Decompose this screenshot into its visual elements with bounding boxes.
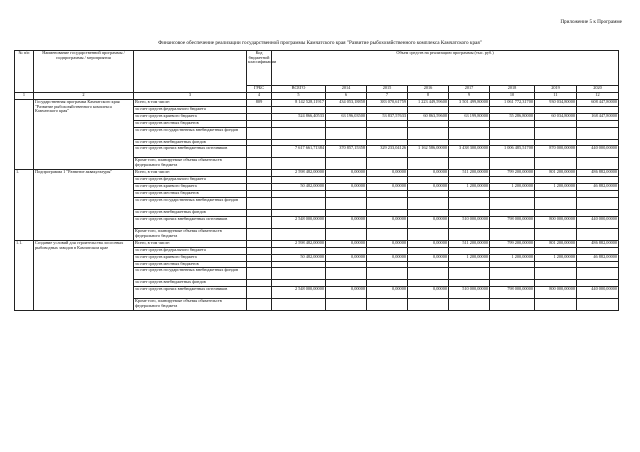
funding-source: за счет средств краевого бюджета	[134, 184, 247, 191]
year-value-cell	[490, 127, 535, 139]
year-value-cell: 440 000,00000	[577, 216, 619, 228]
grbs-cell	[247, 254, 272, 261]
funding-source: Всего, в том числе:	[134, 100, 247, 107]
total-cell: 524 866,40533	[272, 113, 326, 120]
funding-source: за счет средств прочих внебюджетных источников	[134, 216, 247, 228]
total-cell	[272, 299, 326, 311]
year-value-cell: 46 882,00000	[577, 184, 619, 191]
year-value-cell	[367, 198, 408, 210]
total-cell: 2 598 482,00000	[272, 240, 326, 247]
grbs-cell	[247, 177, 272, 184]
grbs-cell	[247, 261, 272, 268]
funding-source: за счет средств государственных внебюджетных фондов	[134, 127, 247, 139]
grbs-cell	[247, 139, 272, 146]
year-value-cell: 798 000,00000	[490, 216, 535, 228]
header-year: 2017	[449, 86, 490, 93]
year-value-cell	[326, 228, 367, 240]
year-value-cell	[367, 191, 408, 198]
year-value-cell	[577, 158, 619, 170]
section-number: 1.1.	[15, 240, 34, 310]
year-value-cell: 510 000,00000	[449, 287, 490, 299]
year-value-cell: 0,00000	[326, 170, 367, 177]
year-value-cell: 0,00000	[326, 287, 367, 299]
year-value-cell: 46 882,00000	[577, 254, 619, 261]
year-value-cell: 1 200,00000	[490, 254, 535, 261]
year-value-cell: 3 438 300,00000	[449, 146, 490, 158]
section-name: Подпрограмма 1 "Развитие аквакультуры"	[34, 170, 134, 240]
column-index-cell: 10	[490, 93, 535, 100]
year-value-cell: 1 006 485,51700	[490, 146, 535, 158]
year-value-cell	[490, 228, 535, 240]
total-cell: 2 548 000,00000	[272, 216, 326, 228]
year-value-cell	[408, 228, 449, 240]
header-total: ВСЕГО	[272, 86, 326, 93]
year-value-cell: 168 447,80000	[577, 113, 619, 120]
funding-source: за счет средств прочих внебюджетных источников	[134, 287, 247, 299]
appendix-label: Приложение 5 к Программе	[560, 19, 622, 25]
year-value-cell	[490, 198, 535, 210]
year-value-cell: 434 053,18858	[326, 100, 367, 107]
column-index-cell: 11	[535, 93, 577, 100]
year-value-cell: 1 223 449,59600	[408, 100, 449, 107]
funding-source: за счет средств внебюджетных фондов	[134, 280, 247, 287]
year-value-cell: 55 286,80000	[490, 113, 535, 120]
grbs-cell	[247, 170, 272, 177]
year-value-cell	[367, 268, 408, 280]
year-value-cell: 63 196,03500	[326, 113, 367, 120]
year-value-cell	[577, 127, 619, 139]
header-year: 2016	[408, 86, 449, 93]
table-row	[15, 170, 619, 177]
year-value-cell	[577, 120, 619, 127]
funding-source: за счет средств местных бюджетов	[134, 120, 247, 127]
year-value-cell	[367, 120, 408, 127]
year-value-cell	[577, 228, 619, 240]
grbs-cell	[247, 268, 272, 280]
year-value-cell: 3 501 499,80000	[449, 100, 490, 107]
year-value-cell	[367, 228, 408, 240]
header-year: 2014	[326, 86, 367, 93]
section-number: 1.	[15, 170, 34, 240]
year-value-cell	[577, 191, 619, 198]
year-value-cell: 0,00000	[367, 287, 408, 299]
funding-source: Кроме того, планируемые объемы обязательств федерального бюджета	[134, 158, 247, 170]
year-value-cell	[449, 198, 490, 210]
grbs-cell	[247, 280, 272, 287]
grbs-cell	[247, 113, 272, 120]
year-value-cell	[326, 191, 367, 198]
year-value-cell: 510 000,00000	[449, 216, 490, 228]
year-value-cell: 801 200,00000	[535, 170, 577, 177]
header-year: 2020	[577, 86, 619, 93]
grbs-cell	[247, 299, 272, 311]
year-value-cell: 486 882,00000	[577, 170, 619, 177]
header-year: 2019	[535, 86, 577, 93]
year-value-cell	[449, 127, 490, 139]
header-year: 2018	[490, 86, 535, 93]
funding-source: за счет средств местных бюджетов	[134, 261, 247, 268]
grbs-cell: 809	[247, 100, 272, 107]
year-value-cell	[535, 299, 577, 311]
year-value-cell: 63 199,80000	[449, 113, 490, 120]
year-value-cell: 870 000,00000	[535, 146, 577, 158]
year-value-cell	[326, 127, 367, 139]
year-value-cell: 440 000,00000	[577, 287, 619, 299]
year-value-cell	[408, 127, 449, 139]
total-cell: 50 482,00000	[272, 254, 326, 261]
header-volume: Объем средств на реализацию программы (тыс. руб.)	[272, 51, 619, 86]
year-value-cell	[449, 299, 490, 311]
year-value-cell	[490, 120, 535, 127]
funding-source: за счет средств внебюджетных фондов	[134, 139, 247, 146]
year-value-cell: 0,00000	[367, 254, 408, 261]
year-value-cell	[535, 268, 577, 280]
year-value-cell	[408, 261, 449, 268]
year-value-cell: 0,00000	[367, 170, 408, 177]
year-value-cell: 798 000,00000	[490, 287, 535, 299]
grbs-cell	[247, 240, 272, 247]
year-value-cell: 486 882,00000	[577, 240, 619, 247]
year-value-cell: 329 233,04126	[367, 146, 408, 158]
year-value-cell: 0,00000	[326, 184, 367, 191]
funding-source: за счет средств федерального бюджета	[134, 247, 247, 254]
total-cell	[272, 127, 326, 139]
column-index-cell: 12	[577, 93, 619, 100]
funding-source: за счет средств федерального бюджета	[134, 106, 247, 113]
total-cell: 2 548 000,00000	[272, 287, 326, 299]
header-num: № п/п	[15, 51, 34, 93]
year-value-cell	[490, 158, 535, 170]
year-value-cell	[449, 158, 490, 170]
year-value-cell	[535, 228, 577, 240]
grbs-cell	[247, 127, 272, 139]
year-value-cell: 370 857,15358	[326, 146, 367, 158]
year-value-cell	[535, 158, 577, 170]
year-value-cell: 383 070,61759	[367, 100, 408, 107]
year-value-cell	[449, 228, 490, 240]
year-value-cell	[577, 261, 619, 268]
header-empty	[134, 51, 247, 93]
total-cell	[272, 191, 326, 198]
grbs-cell	[247, 120, 272, 127]
year-value-cell: 53 837,57633	[367, 113, 408, 120]
year-value-cell	[408, 299, 449, 311]
year-value-cell: 801 200,00000	[535, 240, 577, 247]
year-value-cell: 511 200,00000	[449, 170, 490, 177]
year-value-cell	[367, 158, 408, 170]
funding-source: Всего, в том числе:	[134, 240, 247, 247]
year-value-cell	[490, 299, 535, 311]
year-value-cell	[326, 120, 367, 127]
section-name: Государственная программа Камчатского края "Развитие рыбохозяйственного комплекса Камчатского края"	[34, 100, 134, 170]
year-value-cell: 799 200,00000	[490, 170, 535, 177]
table-row	[15, 240, 619, 247]
header-grbs: ГРБС	[247, 86, 272, 93]
funding-source: за счет средств краевого бюджета	[134, 113, 247, 120]
year-value-cell: 0,00000	[326, 254, 367, 261]
year-value-cell: 1 200,00000	[490, 184, 535, 191]
funding-source: Всего, в том числе:	[134, 170, 247, 177]
year-value-cell	[408, 120, 449, 127]
grbs-cell	[247, 247, 272, 254]
year-value-cell	[490, 261, 535, 268]
year-value-cell: 511 200,00000	[449, 240, 490, 247]
column-index-cell: 3	[134, 93, 247, 100]
year-value-cell: 1 200,00000	[449, 254, 490, 261]
funding-source: за счет средств государственных внебюджетных фондов	[134, 198, 247, 210]
grbs-cell	[247, 106, 272, 113]
year-value-cell: 0,00000	[408, 240, 449, 247]
year-value-cell: 0,00000	[326, 216, 367, 228]
grbs-cell	[247, 216, 272, 228]
year-value-cell	[449, 191, 490, 198]
year-value-cell	[449, 120, 490, 127]
year-value-cell	[408, 268, 449, 280]
year-value-cell: 1 061 772,31700	[490, 100, 535, 107]
year-value-cell: 0,00000	[408, 184, 449, 191]
year-value-cell	[326, 268, 367, 280]
year-value-cell: 60 034,80000	[535, 113, 577, 120]
year-value-cell: 440 000,00000	[577, 146, 619, 158]
grbs-cell	[247, 146, 272, 158]
total-cell: 50 482,00000	[272, 184, 326, 191]
year-value-cell	[577, 299, 619, 311]
document-title: Финансовое обеспечение реализации государственной программы Камчатского края "Развитие рыбохозяйственного комплекса Камчатского края"	[158, 40, 482, 46]
year-value-cell: 0,00000	[367, 184, 408, 191]
year-value-cell	[326, 299, 367, 311]
year-value-cell: 800 000,00000	[535, 216, 577, 228]
funding-source: Кроме того, планируемые объемы обязательств федерального бюджета	[134, 228, 247, 240]
header-name: Наименование государственной программы / подпрограммы / мероприятия	[34, 51, 134, 93]
table-row	[15, 100, 619, 107]
grbs-cell	[247, 198, 272, 210]
year-value-cell	[577, 268, 619, 280]
funding-source: Кроме того, планируемые объемы обязательств федерального бюджета	[134, 299, 247, 311]
year-value-cell	[535, 120, 577, 127]
funding-source: за счет средств местных бюджетов	[134, 191, 247, 198]
total-cell	[272, 158, 326, 170]
year-value-cell	[535, 127, 577, 139]
header-year: 2015	[367, 86, 408, 93]
total-cell	[272, 261, 326, 268]
year-value-cell: 60 863,59600	[408, 113, 449, 120]
year-value-cell: 0,00000	[408, 287, 449, 299]
year-value-cell: 1 200,00000	[535, 254, 577, 261]
year-value-cell	[408, 191, 449, 198]
funding-source: за счет средств федерального бюджета	[134, 177, 247, 184]
total-cell	[272, 228, 326, 240]
year-value-cell	[367, 127, 408, 139]
year-value-cell	[408, 198, 449, 210]
year-value-cell: 800 000,00000	[535, 287, 577, 299]
year-value-cell	[577, 198, 619, 210]
grbs-cell	[247, 191, 272, 198]
year-value-cell	[449, 268, 490, 280]
column-index-cell: 2	[34, 93, 134, 100]
year-value-cell: 608 447,80000	[577, 100, 619, 107]
year-value-cell	[535, 261, 577, 268]
year-value-cell: 0,00000	[367, 240, 408, 247]
total-cell: 2 598 482,00000	[272, 170, 326, 177]
total-cell	[272, 120, 326, 127]
grbs-cell	[247, 184, 272, 191]
year-value-cell: 1 162 586,00000	[408, 146, 449, 158]
column-index-cell: 6	[326, 93, 367, 100]
funding-source: за счет средств прочих внебюджетных источников	[134, 146, 247, 158]
year-value-cell	[490, 268, 535, 280]
year-value-cell	[449, 261, 490, 268]
year-value-cell	[535, 191, 577, 198]
section-number	[15, 100, 34, 170]
year-value-cell: 0,00000	[408, 254, 449, 261]
year-value-cell: 0,00000	[367, 216, 408, 228]
funding-source: за счет средств государственных внебюджетных фондов	[134, 268, 247, 280]
funding-source: за счет средств краевого бюджета	[134, 254, 247, 261]
year-value-cell	[490, 191, 535, 198]
column-index-cell: 9	[449, 93, 490, 100]
section-name: Создание условий для строительства лососевых рыбоводных заводов в Камчатском крае	[34, 240, 134, 310]
year-value-cell: 0,00000	[326, 240, 367, 247]
column-index-cell: 4	[247, 93, 272, 100]
column-index-cell: 1	[15, 93, 34, 100]
column-index-cell: 5	[272, 93, 326, 100]
year-value-cell	[408, 158, 449, 170]
year-value-cell	[326, 261, 367, 268]
year-value-cell: 930 034,80000	[535, 100, 577, 107]
year-value-cell	[367, 261, 408, 268]
funding-source: за счет средств внебюджетных фондов	[134, 210, 247, 217]
grbs-cell	[247, 158, 272, 170]
total-cell	[272, 198, 326, 210]
year-value-cell	[326, 198, 367, 210]
year-value-cell: 0,00000	[408, 216, 449, 228]
year-value-cell: 1 200,00000	[535, 184, 577, 191]
grbs-cell	[247, 228, 272, 240]
grbs-cell	[247, 210, 272, 217]
year-value-cell: 799 200,00000	[490, 240, 535, 247]
total-cell: 8 142 528,11917	[272, 100, 326, 107]
header-budget-code: Код бюджетной классификации	[247, 51, 272, 86]
year-value-cell	[367, 299, 408, 311]
total-cell	[272, 268, 326, 280]
year-value-cell: 1 200,00000	[449, 184, 490, 191]
column-index-cell: 7	[367, 93, 408, 100]
total-cell: 7 617 661,71384	[272, 146, 326, 158]
year-value-cell: 0,00000	[408, 170, 449, 177]
year-value-cell	[326, 158, 367, 170]
year-value-cell	[535, 198, 577, 210]
financing-table	[14, 50, 619, 311]
grbs-cell	[247, 287, 272, 299]
column-index-cell: 8	[408, 93, 449, 100]
